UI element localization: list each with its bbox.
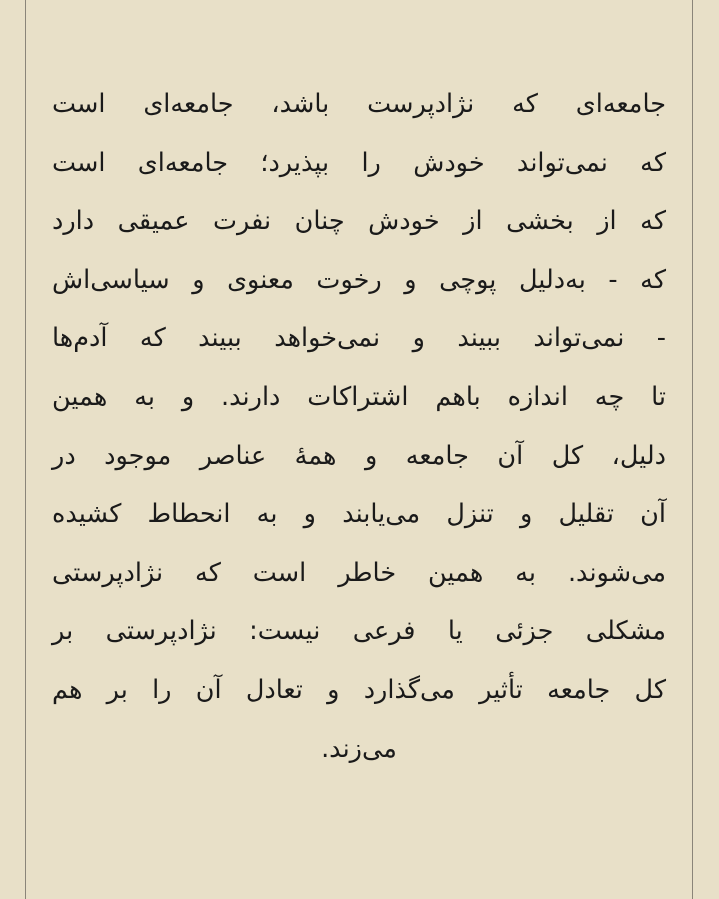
- text-line: - نمی‌تواند ببیند و نمی‌خواهد ببیند که آدم‌ها: [52, 323, 666, 354]
- text-line: که نمی‌تواند خودش را بپذیرد؛ جامعه‌ای است: [52, 147, 666, 178]
- text-line: کل جامعه تأثیر می‌گذارد و تعادل آن را بر هم: [52, 674, 666, 705]
- right-margin-rule: [692, 0, 693, 899]
- text-line: تا چه اندازه باهم اشتراکات دارند. و به همین: [52, 381, 666, 412]
- text-line: می‌شوند. به همین خاطر است که نژادپرستی: [52, 557, 666, 588]
- text-line: که - به‌دلیل پوچی و رخوت معنوی و سیاسی‌اش: [52, 264, 666, 295]
- text-line-last: می‌زند.: [321, 733, 397, 764]
- body-paragraph: [52, 75, 666, 778]
- text-line: مشکلی جزئی یا فرعی نیست: نژادپرستی بر: [52, 616, 666, 647]
- text-line: آن تقلیل و تنزل می‌یابند و به انحطاط کشیده: [52, 499, 666, 530]
- text-line: جامعه‌ای که نژادپرست باشد، جامعه‌ای است: [52, 89, 666, 119]
- text-line: که از بخشی از خودش چنان نفرت عمیقی دارد: [52, 206, 666, 237]
- text-line: دلیل، کل آن جامعه و همهٔ عناصر موجود در: [52, 440, 666, 471]
- left-margin-rule: [25, 0, 26, 899]
